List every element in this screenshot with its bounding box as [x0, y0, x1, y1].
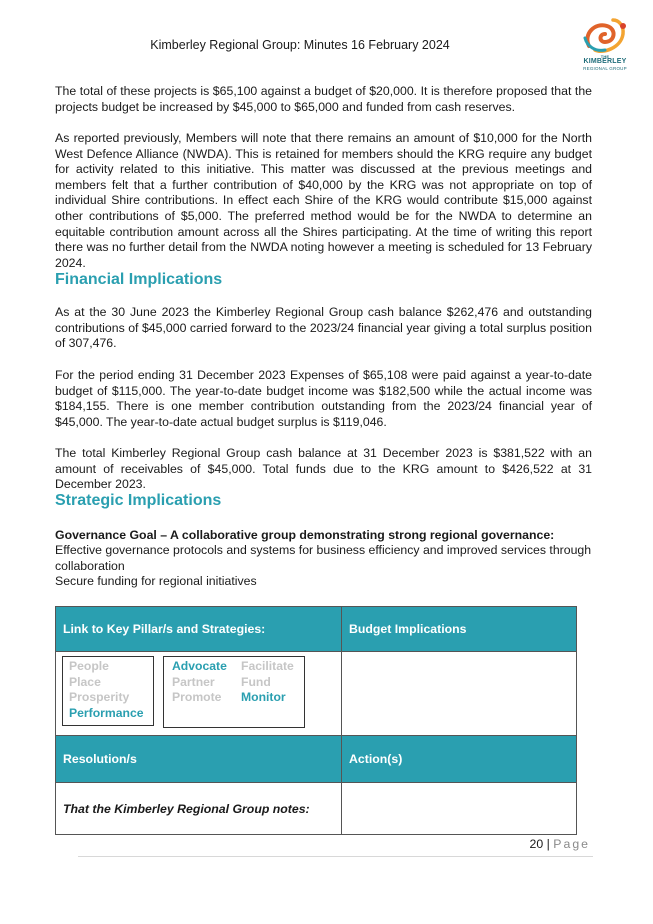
page-number: [495, 837, 590, 851]
strategy-facilitate: Facilitate: [241, 659, 294, 673]
strategic-implications-heading: Strategic Implications: [55, 492, 222, 509]
document-title: Kimberley Regional Group: Minutes 16 February 2024: [150, 38, 450, 52]
page-separator: |: [546, 837, 550, 851]
action-text-cell: [342, 783, 577, 835]
goal-line-2: Secure funding for regional initiatives: [55, 574, 257, 589]
resolution-text-cell: That the Kimberley Regional Group notes:: [56, 783, 342, 835]
page-number-value: 20: [529, 837, 544, 851]
financial-paragraph-3: The total Kimberley Regional Group cash balance at 31 December 2023 is $381,522 with an amount of receivables of $45,000. Total funds due to the KRG amount to $426,522 at 31 December 2023.: [55, 446, 592, 492]
goal-title: Governance Goal – A collaborative group demonstrating strong regional governance:: [55, 528, 555, 542]
strategy-fund: Fund: [241, 674, 271, 689]
pillar-selection-cell: [56, 652, 342, 736]
pillar-place: Place: [69, 674, 101, 689]
budget-implications-cell: [342, 652, 577, 736]
logo-text-the: THE: [600, 54, 610, 59]
pillar-people: People: [69, 659, 109, 673]
governance-goal: [55, 528, 592, 590]
pillar-performance: Performance: [69, 705, 144, 720]
logo-swirl-icon: [575, 16, 635, 56]
resolution-header-cell: Resolution/s: [56, 736, 342, 783]
budget-header-cell: Budget Implications: [342, 607, 577, 652]
footer-divider: [78, 856, 593, 857]
kimberley-logo: [575, 16, 635, 72]
financial-implications-heading: Financial Implications: [55, 271, 223, 288]
strategy-partner: Partner: [172, 674, 215, 689]
strategy-monitor: Monitor: [241, 690, 286, 705]
financial-paragraph-1: As at the 30 June 2023 the Kimberley Regional Group cash balance $262,476 and outstanding contributions of $45,000 carried forward to the 2023/24 financial year giving a total surplus position of 307,476.: [55, 305, 592, 351]
pillar-prosperity: Prosperity: [69, 690, 130, 705]
logo-text-kimberley: KIMBERLEY: [583, 58, 627, 65]
key-pillars-box: [62, 656, 154, 726]
financial-paragraph-2: For the period ending 31 December 2023 Expenses of $65,108 were paid against a year-to-date budget of $115,000. The year-to-date budget income was $182,500 while the actual income was $184,155. There is one member contribution outstanding from the 2023/24 financial year of $45,000. The year-to-date actual budget surplus is $119,046.: [55, 368, 592, 429]
nwda-paragraph: As reported previously, Members will note that there remains an amount of $10,000 for the North West Defence Alliance (NWDA). This is retained for members should the KRG require any budget for activity related to this initiative. This matter was discussed at the previous meetings and members felt that a further contribution of $40,000 by the KRG was not appropriate on top of individual Shire contributions. In effect each Shire of the KRG would contribute $15,000 against other contributions of $5,000. The preferred method would be for the NWDA to determine an equitable contribution amount across all the Shires participating. At the time of writing this report there was no further detail from the NWDA noting however a meeting is scheduled for 13 February 2024.: [55, 131, 592, 270]
goal-line-1: Effective governance protocols and systems for business efficiency and improved services through collaboration: [55, 543, 592, 573]
action-header-cell: Action(s): [342, 736, 577, 783]
logo-text-regional-group: REGIONAL GROUP: [583, 66, 627, 71]
pillar-header-cell: Link to Key Pillar/s and Strategies:: [56, 607, 342, 652]
pillar-strategy-table: [55, 606, 577, 835]
projects-budget-paragraph: The total of these projects is $65,100 against a budget of $20,000. It is therefore proposed that the projects budget be increased by $45,000 to $65,000 and funded from cash reserves.: [55, 84, 592, 114]
strategy-promote: Promote: [172, 690, 222, 705]
strategies-box: [163, 656, 305, 728]
strategy-advocate: Advocate: [172, 659, 227, 673]
page-word: Page: [553, 837, 590, 851]
